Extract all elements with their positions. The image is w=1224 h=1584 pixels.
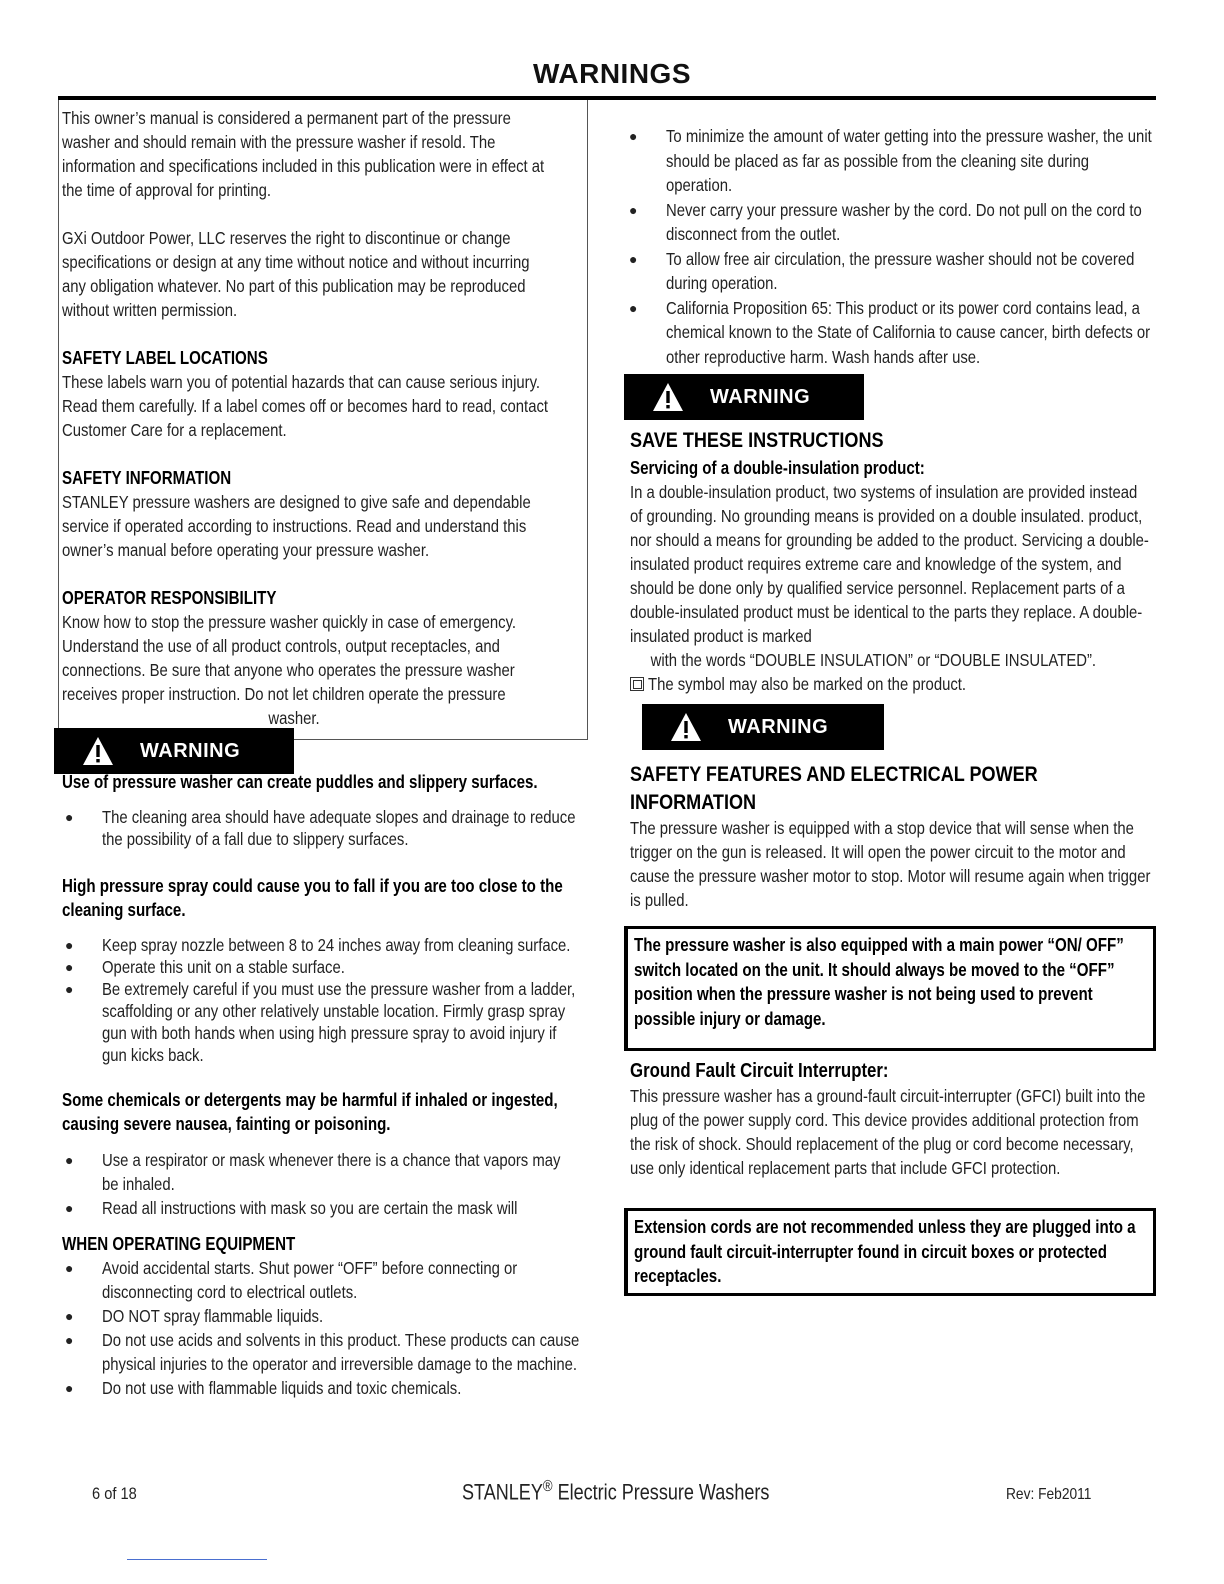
- list-item: ● The cleaning area should have adequate slopes and drainage to reduce the possibility of a fall due to slippery surfaces.: [65, 807, 576, 849]
- spray-fall-heading: High pressure spray could cause you to fall if you are too close to the cleaning surface.: [62, 876, 563, 920]
- operator-text-tail: washer.: [268, 708, 320, 728]
- page-title: WARNINGS: [533, 58, 691, 89]
- gfci-section: [630, 1058, 1154, 1180]
- list-item: ● Be extremely careful if you must use the pressure washer from a ladder, scaffolding or any other relatively unstable location. Firmly grasp spray gun with both hands when using high pressure spray to avoid injury if gun kicks back.: [65, 979, 576, 1065]
- footer-product-name: Electric Pressure Washers: [557, 1479, 770, 1505]
- left-column: [62, 770, 582, 1400]
- servicing-text-tail: with the words “DOUBLE INSULATION” or “DOUBLE INSULATED”.: [650, 650, 1097, 670]
- list-item: ● Operate this unit on a stable surface.: [65, 957, 345, 977]
- list-item: ● DO NOT spray flammable liquids.: [65, 1306, 324, 1326]
- intro-paragraph-1: This owner’s manual is considered a permanent part of the pressure washer and should remain with the pressure washer if resold. The information and specifications included in this publication were in effect at the time of approval for printing.: [62, 108, 545, 200]
- page-number: 6 of 18: [92, 1484, 137, 1503]
- save-instructions-heading: SAVE THESE INSTRUCTIONS: [630, 428, 884, 452]
- safety-label-heading: SAFETY LABEL LOCATIONS: [62, 348, 268, 368]
- warning-triangle-icon: [652, 382, 684, 412]
- chemicals-heading: Some chemicals or detergents may be harmful if inhaled or ingested, causing severe nausea, fainting or poisoning.: [62, 1090, 558, 1134]
- operator-heading: OPERATOR RESPONSIBILITY: [62, 588, 277, 608]
- double-insulation-icon: [630, 677, 644, 691]
- warning-label: WARNING: [728, 715, 829, 738]
- gfci-text: This pressure washer has a ground-fault circuit-interrupter (GFCI) built into the plug of the power supply cord. This device provides additional protection from the risk of shock. Should replacement of the plug or cord become necessary, use only identical replacement parts that include GFCI protection.: [630, 1086, 1146, 1178]
- power-switch-callout: [624, 926, 1156, 1051]
- operating-equipment-heading: WHEN OPERATING EQUIPMENT: [62, 1234, 296, 1254]
- safety-features-text: The pressure washer is equipped with a stop device that will sense when the trigger on the gun is released. It will open the power circuit to the motor and cause the pressure washer motor to stop. Motor will resume again when trigger is pulled.: [630, 818, 1151, 910]
- list-item: ● Do not use acids and solvents in this product. These products can cause physical injuries to the operator and irreversible damage to the machine.: [65, 1330, 580, 1374]
- servicing-heading: Servicing of a double-insulation product:: [630, 458, 925, 478]
- list-item: ● Never carry your pressure washer by the cord. Do not pull on the cord to disconnect from the outlet.: [629, 199, 1142, 244]
- warning-label: WARNING: [140, 739, 241, 762]
- list-item: ● To allow free air circulation, the pressure washer should not be covered during operation.: [629, 248, 1135, 293]
- puddles-heading: Use of pressure washer can create puddles and slippery surfaces.: [62, 772, 538, 792]
- double-insulation-section: [630, 426, 1154, 696]
- footer-brand: STANLEY: [462, 1479, 543, 1505]
- footer-underline: [127, 1559, 267, 1560]
- warning-triangle-icon: [82, 736, 114, 766]
- list-item: ● California Proposition 65: This product or its power cord contains lead, a chemical known to the State of California to cause cancer, birth defects or other reproductive harm. Wash hands after use.: [629, 297, 1151, 367]
- list-item: ● Use a respirator or mask whenever there is a chance that vapors may be inhaled.: [65, 1150, 561, 1194]
- safety-features-heading-line-1: SAFETY FEATURES AND ELECTRICAL POWER: [630, 762, 1038, 786]
- symbol-text: The symbol may also be marked on the product.: [648, 674, 967, 694]
- intro-paragraph-2: GXi Outdoor Power, LLC reserves the right to discontinue or change specifications or design at any time without notice and without incurring any obligation whatever. No part of this publication may be reproduced without written permission.: [62, 228, 530, 320]
- gfci-heading: Ground Fault Circuit Interrupter:: [630, 1060, 889, 1082]
- puddles-list: [62, 806, 582, 850]
- right-column-top: [626, 124, 1154, 369]
- safety-features-heading-line-2: INFORMATION: [630, 790, 757, 814]
- list-item: ● Keep spray nozzle between 8 to 24 inches away from cleaning surface.: [65, 935, 571, 955]
- operating-equipment-list: [62, 1256, 582, 1400]
- symbol-line: [630, 672, 1154, 696]
- chemicals-list: [62, 1148, 582, 1220]
- warning-banner-right-2: [642, 704, 884, 750]
- safety-features-section: [630, 760, 1154, 912]
- list-item: ● Read all instructions with mask so you are certain the mask will: [65, 1198, 518, 1218]
- list-item: ● To minimize the amount of water getting into the pressure washer, the unit should be placed as far as possible from the cleaning site during operation.: [629, 126, 1152, 195]
- footer-product: [462, 1478, 837, 1505]
- extension-cord-callout: [624, 1208, 1156, 1296]
- revision-label: Rev: Feb2011: [1006, 1486, 1092, 1503]
- operator-text: Know how to stop the pressure washer quickly in case of emergency. Understand the use of all product controls, output receptacles, and connections. Be sure that anyone who operates the pressure washer receives proper instruction. Do not let children operate the pressure: [62, 612, 517, 704]
- warning-banner-left: [54, 728, 294, 774]
- power-switch-callout-text: The pressure washer is also equipped with a main power “ON/ OFF” switch located on the unit. It should always be moved to the “OFF” position when the pressure washer is not being used to prevent possible injury or damage.: [634, 935, 1124, 1029]
- list-item: ● Do not use with flammable liquids and toxic chemicals.: [65, 1378, 462, 1398]
- safety-info-heading: SAFETY INFORMATION: [62, 468, 232, 488]
- registered-mark: ®: [542, 1478, 553, 1495]
- warning-triangle-icon: [670, 712, 702, 742]
- warning-banner-right-1: [624, 374, 864, 420]
- servicing-text: In a double-insulation product, two systems of insulation are provided instead of grounding. No grounding means is provided on a double insulated. product, nor should a means for grounding be added to the product. Servicing a double-insulated product requires extreme care and knowledge of the system, and should be done only by qualified service personnel. Replacement parts of a double-insulated product must be identical to the parts they replace. A double-insulated product is marked: [630, 482, 1149, 646]
- spray-fall-list: [62, 934, 582, 1066]
- safety-info-text: STANLEY pressure washers are designed to give safe and dependable service if operated according to instructions. Read and understand this owner’s manual before operating your pressure washer.: [62, 492, 531, 560]
- placement-list: [626, 124, 1154, 369]
- warning-label: WARNING: [710, 385, 811, 408]
- list-item: ● Avoid accidental starts. Shut power “OFF” before connecting or disconnecting cord to electrical outlets.: [65, 1258, 518, 1302]
- safety-label-text: These labels warn you of potential hazards that can cause serious injury. Read them carefully. If a label comes off or becomes hard to read, contact Customer Care for a replacement.: [62, 372, 549, 440]
- extension-cord-callout-text: Extension cords are not recommended unless they are plugged into a ground fault circuit-interrupter found in circuit boxes or protected receptacles.: [634, 1217, 1136, 1286]
- intro-column: [62, 106, 552, 730]
